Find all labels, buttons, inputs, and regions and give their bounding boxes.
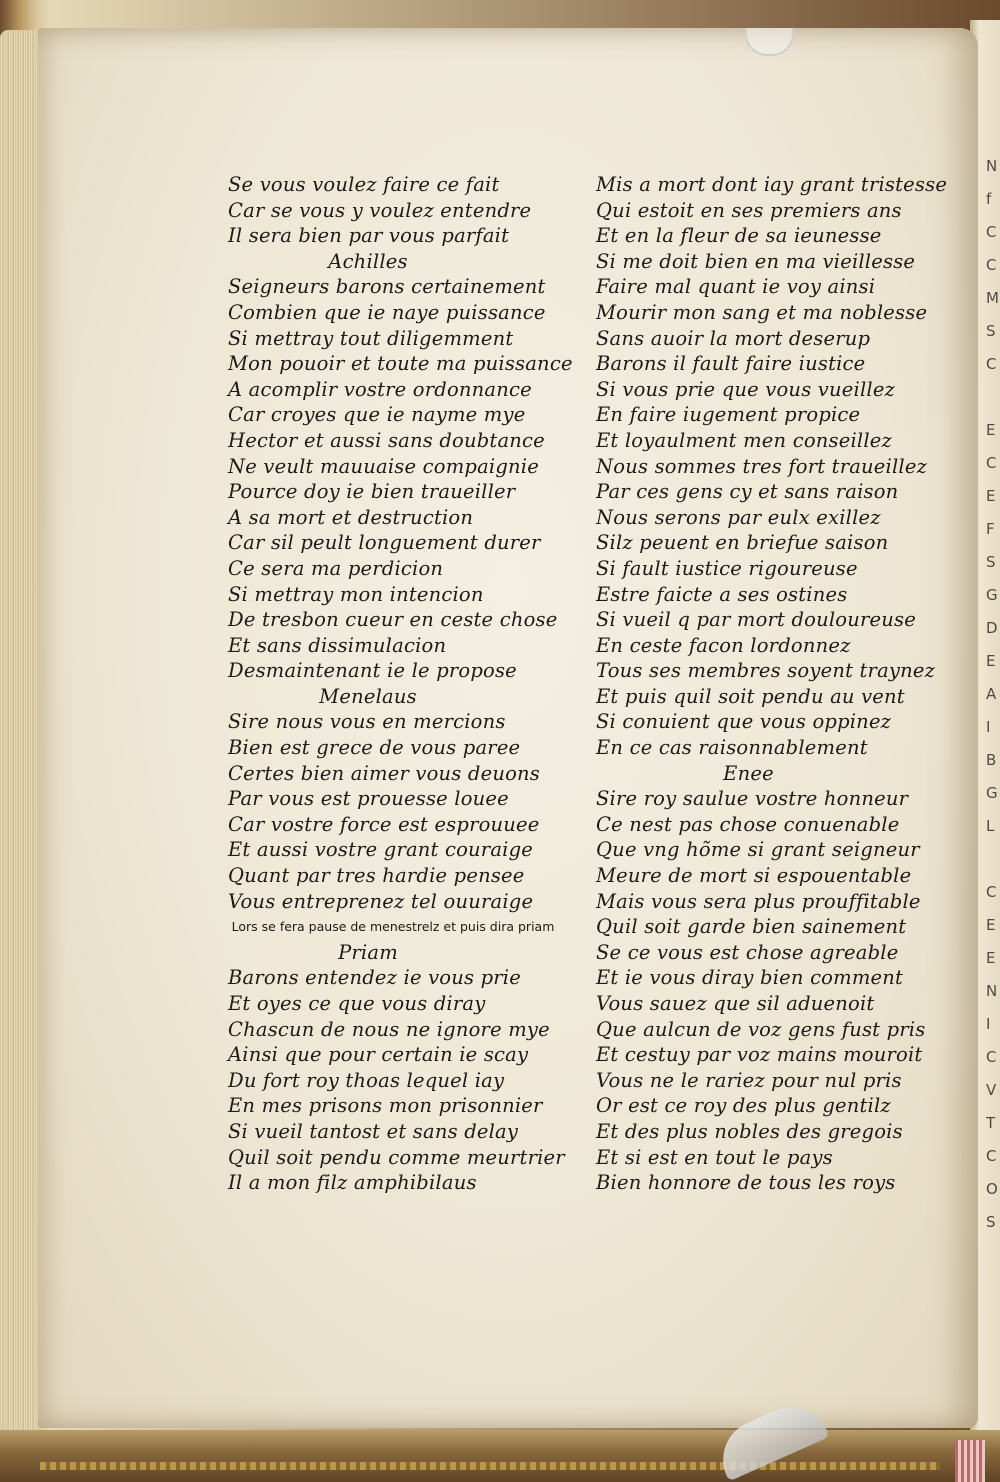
- verse-line: Chascun de nous ne ignore mye: [228, 1017, 550, 1041]
- gilt-border: [40, 1462, 940, 1470]
- verse-line: Mon pouoir et toute ma puissance: [228, 352, 573, 376]
- verse-line: Car croyes que ie nayme mye: [228, 403, 526, 427]
- verse-line: Car sil peult longuement durer: [228, 531, 541, 555]
- verse-line: Et en la fleur de sa ieunesse: [596, 224, 882, 248]
- verse-line: Et cestuy par voz mains mouroit: [596, 1043, 923, 1067]
- facing-page-letter: C: [986, 223, 997, 241]
- facing-page-letter: F: [986, 520, 995, 538]
- facing-page-letter: [986, 843, 1000, 876]
- verse-line: Sire nous vous en mercions: [228, 710, 506, 734]
- facing-page-letter: T: [986, 1114, 996, 1132]
- speaker-heading: Priam: [338, 940, 398, 964]
- verse-line: Nous sommes tres fort traueillez: [596, 454, 928, 478]
- verse-line: A sa mort et destruction: [228, 505, 474, 529]
- speaker-heading: Enee: [723, 761, 774, 785]
- verse-line: Sans auoir la mort deserup: [596, 326, 871, 350]
- verse-line: Barons entendez ie vous prie: [228, 966, 521, 990]
- facing-page-letter: C: [986, 1147, 997, 1165]
- facing-page-letters: [986, 150, 1000, 1270]
- facing-page-letter: E: [986, 949, 996, 967]
- verse-line: Quant par tres hardie pensee: [228, 864, 525, 888]
- facing-page-letter: B: [986, 751, 997, 769]
- verse-line: Du fort roy thoas lequel iay: [228, 1068, 505, 1092]
- verse-line: Que aulcun de voz gens fust pris: [596, 1017, 926, 1041]
- verse-line: Et loyaulment men conseillez: [596, 428, 892, 452]
- verse-line: Si mettray tout diligemment: [228, 326, 514, 350]
- verse-line: Ce nest pas chose conuenable: [596, 812, 900, 836]
- verse-line: Quil soit pendu comme meurtrier: [228, 1145, 565, 1169]
- facing-page-letter: E: [986, 487, 996, 505]
- facing-page-letter: C: [986, 256, 997, 274]
- verse-line: Si fault iustice rigoureuse: [596, 556, 858, 580]
- verse-line: En ceste facon lordonnez: [596, 633, 851, 657]
- verse-line: Sire roy saulue vostre honneur: [596, 787, 909, 811]
- verse-line: Et ie vous diray bien comment: [596, 966, 904, 990]
- facing-page-letter: I: [986, 1015, 991, 1033]
- verse-line: Par ces gens cy et sans raison: [596, 480, 899, 504]
- facing-page-letter: [986, 381, 1000, 414]
- verse-line: Et puis quil soit pendu au vent: [596, 684, 905, 708]
- facing-page-letter: f: [986, 190, 992, 208]
- verse-line: Or est ce roy des plus gentilz: [596, 1094, 891, 1118]
- facing-page-letter: D: [986, 619, 998, 637]
- facing-page-letter: M: [986, 289, 999, 307]
- facing-page-letter: O: [986, 1180, 998, 1198]
- verse-line: Ce sera ma perdicion: [228, 556, 444, 580]
- verse-line: Desmaintenant ie le propose: [228, 659, 517, 683]
- facing-page-letter: C: [986, 355, 997, 373]
- book-bottom-edge: [0, 1430, 1000, 1482]
- verse-line: Meure de mort si espouentable: [596, 864, 912, 888]
- verse-line: Se ce vous est chose agreable: [596, 940, 899, 964]
- verse-line: Que vng hõme si grant seigneur: [596, 838, 920, 862]
- verse-line: Vous sauez que sil aduenoit: [596, 992, 875, 1015]
- facing-page-letter: G: [986, 586, 998, 604]
- facing-page-letter: A: [986, 685, 997, 703]
- facing-page-letter: C: [986, 454, 997, 472]
- verse-line: Bien honnore de tous les roys: [596, 1171, 896, 1195]
- verse-line: En ce cas raisonnablement: [596, 736, 868, 760]
- page-stack-edge: [0, 30, 42, 1450]
- verse-line: Barons il fault faire iustice: [596, 352, 866, 376]
- facing-page-letter: C: [986, 883, 997, 901]
- left-text-column: [228, 172, 588, 1196]
- right-text-column: [596, 172, 961, 1196]
- verse-line: Nous serons par eulx exillez: [596, 505, 881, 529]
- verse-line: Et si est en tout le pays: [596, 1145, 833, 1169]
- verse-line: Si mettray mon intencion: [228, 582, 484, 606]
- verse-line: Quil soit garde bien sainement: [596, 915, 907, 939]
- verse-line: A acomplir vostre ordonnance: [228, 377, 532, 401]
- facing-page-letter: S: [986, 322, 996, 340]
- facing-page-letter: G: [986, 784, 998, 802]
- verse-line: Par vous est prouesse louee: [228, 787, 509, 811]
- verse-line: Seigneurs barons certainement: [228, 275, 546, 299]
- verse-line: Vous ne le rariez pour nul pris: [596, 1068, 902, 1092]
- verse-line: Hector et aussi sans doubtance: [228, 428, 545, 452]
- verse-line: Et aussi vostre grant couraige: [228, 838, 534, 862]
- facing-page-letter: N: [986, 982, 998, 1000]
- verse-line: Car se vous y voulez entendre: [228, 198, 532, 222]
- facing-page-letter: C: [986, 1048, 997, 1066]
- facing-page-letter: S: [986, 553, 996, 571]
- verse-line: Il sera bien par vous parfait: [228, 224, 510, 248]
- verse-line: Mourir mon sang et ma noblesse: [596, 300, 928, 324]
- facing-page-letter: E: [986, 916, 996, 934]
- verse-line: Car vostre force est esprouuee: [228, 812, 540, 836]
- stage-direction: Lors se fera pause de menestrelz et puis dira priam: [231, 919, 555, 935]
- verse-line: Combien que ie naye puissance: [228, 300, 546, 324]
- facing-page-letter: L: [986, 817, 995, 835]
- verse-line: Tous ses membres soyent traynez: [596, 659, 936, 683]
- verse-line: Si vueil tantost et sans delay: [228, 1119, 519, 1143]
- verse-line: Silz peuent en briefue saison: [596, 531, 889, 555]
- facing-page-letter: S: [986, 1213, 996, 1231]
- verse-line: Se vous voulez faire ce fait: [228, 173, 500, 196]
- verse-line: Certes bien aimer vous deuons: [228, 761, 541, 785]
- verse-line: Si me doit bien en ma vieillesse: [596, 249, 916, 273]
- verse-line: Pource doy ie bien traueiller: [228, 480, 516, 504]
- verse-line: En faire iugement propice: [596, 403, 861, 427]
- facing-page-letter: V: [986, 1081, 997, 1099]
- verse-line: Qui estoit en ses premiers ans: [596, 198, 902, 222]
- verse-line: Si vous prie que vous vueillez: [596, 377, 896, 401]
- verse-line: Ne veult mauuaise compaignie: [228, 454, 539, 478]
- verse-line: Et sans dissimulacion: [228, 633, 447, 657]
- verse-line: Et des plus nobles des gregois: [596, 1119, 903, 1143]
- facing-page-letter: E: [986, 652, 996, 670]
- facing-page-letter: I: [986, 718, 991, 736]
- facing-page-letter: N: [986, 157, 998, 175]
- verse-line: Vous entreprenez tel ouuraige: [228, 889, 534, 913]
- verse-line: Mais vous sera plus prouffitable: [596, 889, 921, 913]
- speaker-heading: Achilles: [328, 249, 408, 273]
- bookmark-ribbon: [955, 1440, 985, 1482]
- verse-line: Et oyes ce que vous diray: [228, 992, 486, 1015]
- verse-line: Estre faicte a ses ostines: [596, 582, 848, 606]
- verse-line: Il a mon filz amphibilaus: [228, 1171, 477, 1195]
- verse-line: Si vueil q par mort douloureuse: [596, 608, 916, 632]
- facing-page-letter: E: [986, 421, 996, 439]
- verse-line: Faire mal quant ie voy ainsi: [596, 275, 876, 299]
- verse-line: Si conuient que vous oppinez: [596, 710, 892, 734]
- speaker-heading: Menelaus: [319, 684, 417, 708]
- verse-line: Bien est grece de vous paree: [228, 736, 521, 760]
- verse-line: De tresbon cueur en ceste chose: [228, 608, 558, 632]
- verse-line: En mes prisons mon prisonnier: [228, 1094, 543, 1118]
- verse-line: Mis a mort dont iay grant tristesse: [596, 173, 948, 196]
- verse-line: Ainsi que pour certain ie scay: [228, 1043, 529, 1067]
